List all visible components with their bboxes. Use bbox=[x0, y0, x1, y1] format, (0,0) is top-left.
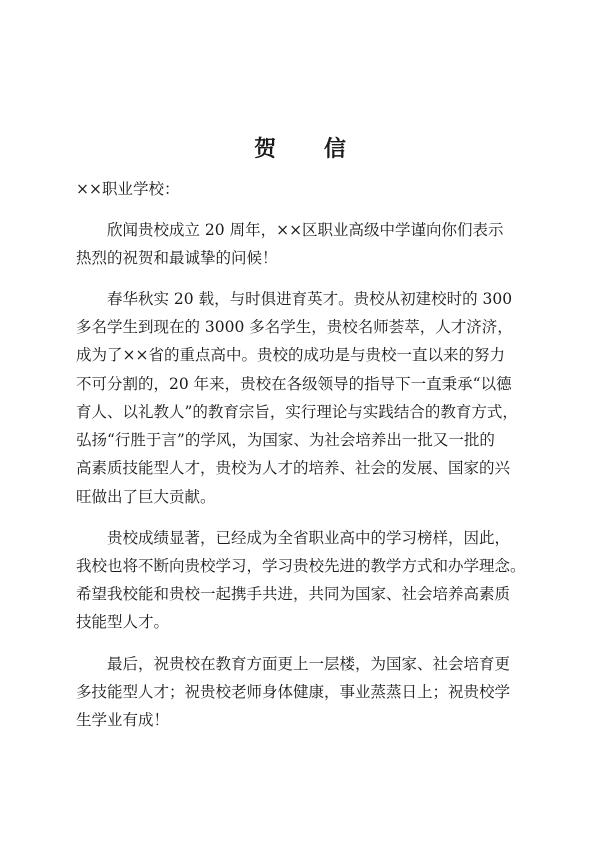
paragraph-line: 热烈的祝贺和最诚挚的问候！ bbox=[76, 249, 278, 267]
paragraph-line: 春华秋实 20 载，与时俱进育英才。贵校从初建校时的 300 bbox=[107, 290, 513, 308]
paragraph-line: 欣闻贵校成立 20 周年，××区职业高级中学谨向你们表示 bbox=[107, 221, 504, 239]
paragraph-line: 高素质技能型人才，贵校为人才的培养、社会的发展、国家的兴 bbox=[76, 459, 511, 477]
paragraph-line: 我校也将不断向贵校学习，学习贵校先进的教学方式和办学理念。 bbox=[76, 557, 526, 575]
letter-title: 贺 信 bbox=[254, 137, 366, 162]
paragraph-line: 最后，祝贵校在教育方面更上一层楼，为国家、社会培育更 bbox=[107, 655, 511, 673]
paragraph-line: 贵校成绩显著，已经成为全省职业高中的学习榜样，因此， bbox=[107, 529, 511, 547]
paragraph-line: 弘扬“行胜于言”的学风，为国家、为社会培养出一批又一批的 bbox=[76, 431, 495, 449]
paragraph-line: 多技能型人才；祝贵校老师身体健康，事业蒸蒸日上；祝贵校学 bbox=[76, 683, 511, 701]
paragraph-line: 生学业有成！ bbox=[76, 711, 170, 729]
paragraph-line: 希望我校能和贵校一起携手共进，共同为国家、社会培养高素质 bbox=[76, 585, 511, 603]
letter-salutation: ××职业学校： bbox=[76, 180, 180, 198]
paragraph-line: 旺做出了巨大贡献。 bbox=[76, 488, 216, 506]
paragraph-line: 多名学生到现在的 3000 多名学生，贵校名师荟萃，人才济济， bbox=[76, 318, 513, 336]
paragraph-line: 成为了××省的重点高中。贵校的成功是与贵校一直以来的努力 bbox=[76, 346, 505, 364]
paragraph-line: 技能型人才。 bbox=[76, 613, 170, 631]
paragraph-line: 育人、以礼教人”的教育宗旨，实行理论与实践结合的教育方式， bbox=[76, 403, 518, 421]
paragraph-line: 不可分割的，20 年来，贵校在各级领导的指导下一直秉承“以德 bbox=[76, 375, 512, 393]
